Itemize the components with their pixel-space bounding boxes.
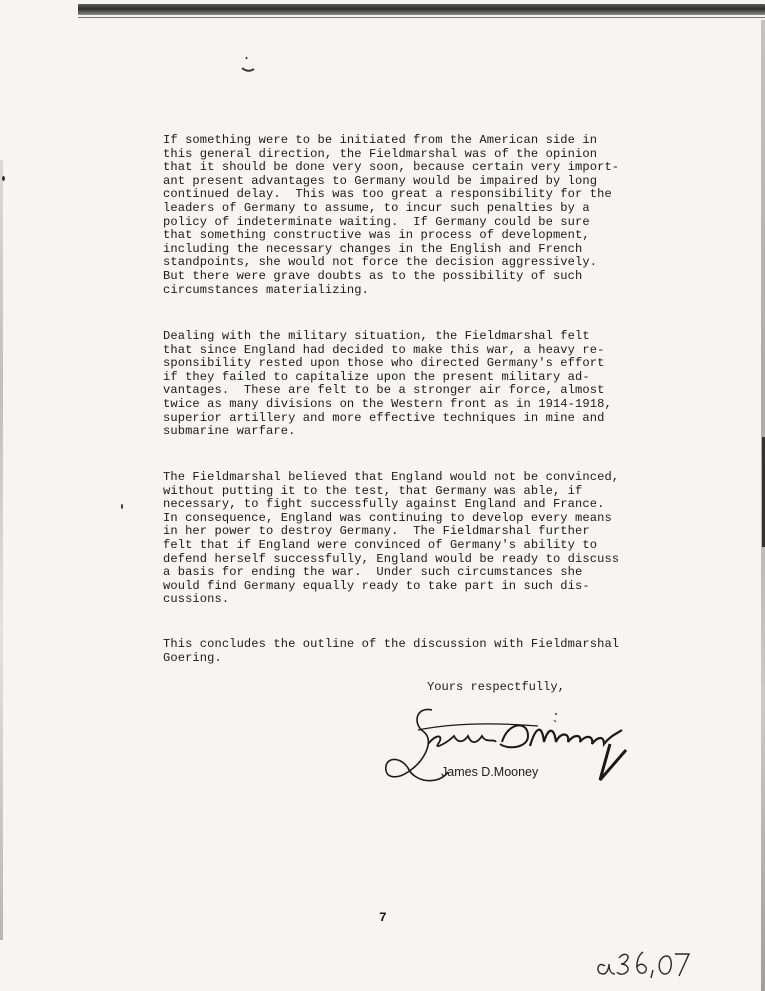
speck [121,504,123,509]
letter-paragraph: Dealing with the military situation, the Fieldmarshal felt that since England had decided to make this war, a heavy re- sponsibility rested upon those who directed Germany's effort if they failed to capitalize upon the present military ad- vantages. These are felt to be a stronger air force, almost twice as many divisions on the Western front as in 1914-1918, superior artillery and more effective techniques in mine and submarine warfare. [163,329,612,439]
handwritten-document-id [593,944,693,980]
speck [2,176,5,181]
top-rule-thin [78,17,765,18]
letter-paragraph: This concludes the outline of the discussion with Fieldmarshal Goering. [163,637,620,665]
closing-salutation: Yours respectfully, [427,680,565,694]
letter-paragraph: If something were to be initiated from the American side in this general direction, the Fieldmarshal was of the opinion that it should be done very soon, because certain very import- ant present advantages to Germany would be impaired by long continued delay. This was too great a responsibility for the leaders of Germany to assume, to incur such penalties by a policy of indeterminate waiting. If Germany could be sure that something constructive was in process of development, including the necessary changes in the English and French standpoints, she would not force the decision aggressively. But there were grave doubts as to the possibility of such circumstances materializing. [163,133,620,297]
letter-paragraph: The Fieldmarshal believed that England would not be convinced, without putting it to the test, that Germany was able, if necessary, to fight successfully against England and France. In consequence, England was continuing to develop every means in her power to destroy Germany. The Fieldmarshal further felt that if England were convinced of Germany's ability to defend herself successfully, England would be ready to discuss a basis for ending the war. Under such circumstances she would find Germany equally ready to take part in such dis- cussions. [163,470,620,607]
top-rule [78,4,765,15]
signer-name: James D.Mooney [441,765,539,779]
stray-mark [241,55,255,75]
left-scan-edge [0,160,3,940]
page-number: 7 [379,910,387,925]
